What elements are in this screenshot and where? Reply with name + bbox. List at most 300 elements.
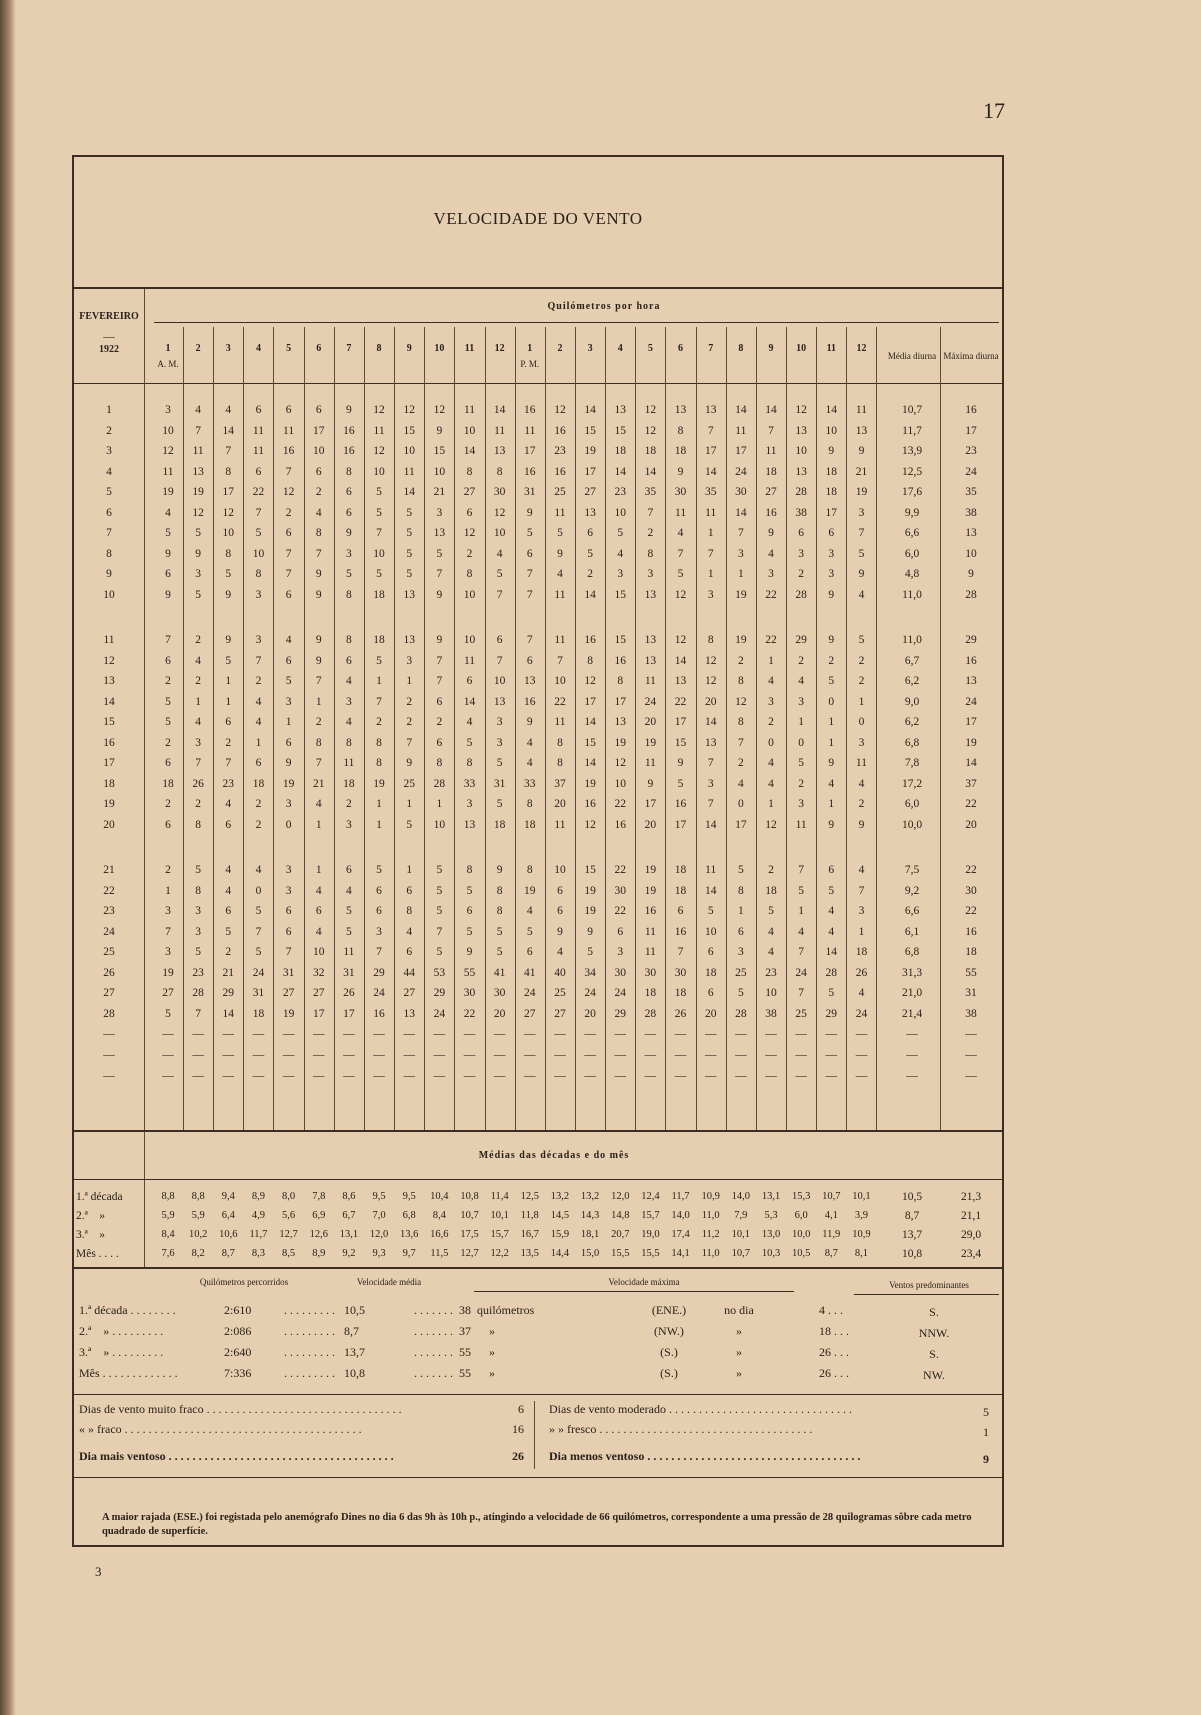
dash-cell: — <box>554 1028 566 1040</box>
value-cell: 8 <box>617 675 624 687</box>
value-cell: 9 <box>436 588 443 601</box>
value-cell: 4 <box>828 905 835 917</box>
dash-cell: — <box>524 1070 536 1082</box>
value-cell: 3 <box>858 736 865 749</box>
value-cell: 10 <box>373 547 385 560</box>
value-cell: 10 <box>313 445 325 457</box>
value-cell: 3 <box>165 404 171 416</box>
value-cell: 30 <box>614 966 626 979</box>
value-cell: 6 <box>737 925 744 938</box>
hour-header: 2 <box>195 343 201 354</box>
hour-header: 7 <box>346 343 352 354</box>
value-cell: 20 <box>493 1007 506 1020</box>
value-cell: 23 <box>614 486 626 498</box>
value-cell: 13 <box>614 404 626 416</box>
value-cell: 4 <box>255 864 262 876</box>
value-cell: 24 <box>644 695 657 708</box>
dash-cell: — <box>282 1070 295 1082</box>
value-cell: 4 <box>195 716 202 728</box>
value-cell: 32 <box>313 966 325 979</box>
dash-cell: — <box>614 1028 626 1040</box>
value-cell: 5 <box>406 527 413 539</box>
mean-cell: 6,6 <box>904 527 920 539</box>
value-cell: 19 <box>524 884 536 897</box>
dash-cell: — <box>192 1070 204 1082</box>
average-cell: 10,7 <box>822 1191 841 1202</box>
value-cell: 14 <box>584 757 596 769</box>
value-cell: 12 <box>584 818 596 831</box>
value-cell: 1 <box>285 716 292 728</box>
value-cell: 4 <box>195 404 202 416</box>
value-cell: 7 <box>376 695 382 708</box>
value-cell: 8 <box>557 736 563 749</box>
value-cell: 30 <box>674 966 687 979</box>
average-cell: 12,2 <box>490 1248 509 1259</box>
value-cell: 25 <box>403 777 415 790</box>
average-max: 29,0 <box>960 1229 982 1241</box>
value-cell: 12 <box>373 404 385 416</box>
value-cell: 4 <box>768 946 774 958</box>
value-cell: 27 <box>403 987 415 999</box>
value-cell: 29 <box>373 966 385 979</box>
value-cell: 5 <box>195 864 202 876</box>
value-cell: 7 <box>707 757 714 769</box>
value-cell: 24 <box>433 1007 446 1020</box>
summary-max: . . . . . . . 55 » <box>414 1345 495 1359</box>
value-cell: 24 <box>735 465 747 478</box>
average-cell: 14,5 <box>550 1210 570 1221</box>
value-cell: 11 <box>554 588 566 601</box>
value-cell: 9 <box>858 818 865 831</box>
value-cell: 12 <box>765 818 777 831</box>
dash-cell: — <box>403 1070 415 1082</box>
value-cell: 6 <box>828 864 835 876</box>
value-cell: 3 <box>737 946 744 958</box>
value-cell: 4 <box>315 884 322 897</box>
value-cell: 13 <box>403 588 415 601</box>
value-cell: 4 <box>346 716 352 728</box>
value-cell: 18 <box>493 818 506 831</box>
mean-cell: 11,0 <box>902 588 922 601</box>
average-cell: 11,9 <box>822 1229 841 1240</box>
summary-max: . . . . . . . 38 quilómetros <box>414 1303 535 1317</box>
value-cell: 12 <box>192 506 204 519</box>
average-cell: 10,9 <box>852 1229 871 1240</box>
value-cell: 12 <box>222 506 235 519</box>
value-cell: 16 <box>674 925 687 938</box>
average-cell: 14,8 <box>611 1210 630 1221</box>
value-cell: 5 <box>828 987 835 999</box>
value-cell: 12 <box>493 506 506 519</box>
value-cell: 7 <box>195 424 202 437</box>
value-cell: 8 <box>315 736 322 749</box>
month-label: FEVEREIRO <box>79 311 139 322</box>
value-cell: 0 <box>828 695 835 708</box>
value-cell: 14 <box>825 946 838 958</box>
value-cell: 9 <box>346 404 352 416</box>
mean-cell: 6,0 <box>904 798 920 810</box>
value-cell: 7 <box>496 654 503 667</box>
value-cell: 41 <box>493 966 506 979</box>
day-cell: 19 <box>103 798 115 810</box>
dash-cell: — <box>855 1028 868 1040</box>
average-cell: 16,6 <box>430 1229 449 1240</box>
value-cell: 13 <box>855 424 868 437</box>
value-cell: 8 <box>466 864 473 876</box>
value-cell: 5 <box>858 634 865 646</box>
value-cell: 5 <box>376 486 382 498</box>
value-cell: 1 <box>195 695 202 708</box>
value-cell: 5 <box>677 568 684 580</box>
value-cell: 27 <box>524 1007 536 1020</box>
value-cell: 17 <box>584 465 596 478</box>
day-cell: 2 <box>106 424 112 437</box>
value-cell: 9 <box>526 716 533 728</box>
value-cell: 18 <box>373 634 385 646</box>
value-cell: 10 <box>463 634 476 646</box>
value-cell: 14 <box>222 1007 235 1020</box>
dash-cell: — <box>373 1028 385 1040</box>
value-cell: 30 <box>735 486 747 498</box>
value-cell: 3 <box>195 925 202 938</box>
max-cell: 14 <box>965 757 977 769</box>
value-cell: 11 <box>252 445 264 457</box>
value-cell: 14 <box>704 465 717 478</box>
dash-cell: — <box>825 1028 838 1040</box>
max-cell: 23 <box>965 445 977 457</box>
value-cell: 13 <box>704 404 717 416</box>
dash-cell: — <box>103 1028 115 1040</box>
value-cell: 12 <box>554 404 566 416</box>
value-cell: 22 <box>674 695 687 708</box>
value-cell: 9 <box>768 527 774 539</box>
stat-mais: 26 <box>512 1449 524 1463</box>
dash-cell: — <box>644 1028 657 1040</box>
hour-header: 1 <box>165 343 171 354</box>
average-label: 2.ª » <box>76 1210 106 1222</box>
value-cell: 3 <box>798 547 805 560</box>
value-cell: 6 <box>677 905 684 917</box>
value-cell: 5 <box>466 884 473 897</box>
average-cell: 10,3 <box>761 1248 781 1259</box>
summary-max: . . . . . . . 37 » <box>414 1324 495 1338</box>
value-cell: 1 <box>828 736 835 749</box>
value-cell: 11 <box>554 506 566 519</box>
value-cell: 2 <box>406 716 413 728</box>
value-cell: 8 <box>587 654 593 667</box>
value-cell: 12 <box>644 424 657 437</box>
mean-cell: 6,7 <box>904 654 920 667</box>
mean-header: Média diurna <box>887 351 937 361</box>
value-cell: 11 <box>855 757 867 769</box>
value-cell: 19 <box>614 736 626 749</box>
dash-cell: — <box>765 1028 777 1040</box>
average-cell: 11,8 <box>520 1210 539 1221</box>
value-cell: 5 <box>165 695 171 708</box>
value-cell: 17 <box>674 818 687 831</box>
value-cell: 1 <box>315 818 322 831</box>
value-cell: 27 <box>765 486 777 498</box>
value-cell: 11 <box>705 506 717 519</box>
value-cell: 3 <box>346 547 352 560</box>
value-cell: 24 <box>614 987 626 999</box>
value-cell: 27 <box>554 1007 566 1020</box>
value-cell: 12 <box>644 404 657 416</box>
value-cell: 5 <box>677 777 684 790</box>
value-cell: 28 <box>644 1007 657 1020</box>
hour-header: 9 <box>768 343 774 354</box>
value-cell: 11 <box>403 465 415 478</box>
value-cell: 11 <box>554 716 566 728</box>
column-line <box>940 327 941 1130</box>
value-cell: 6 <box>526 654 533 667</box>
value-cell: 7 <box>285 547 292 560</box>
max-cell: 10 <box>965 547 977 560</box>
value-cell: 6 <box>315 404 322 416</box>
value-cell: 4 <box>768 777 774 790</box>
hour-header: 6 <box>316 343 322 354</box>
dash-cell: — <box>313 1028 325 1040</box>
day-cell: 22 <box>103 884 115 897</box>
dash-cell: — <box>192 1049 204 1061</box>
value-cell: 30 <box>463 987 476 999</box>
value-cell: 23 <box>192 966 204 979</box>
value-cell: 2 <box>165 736 171 749</box>
dash-cell: — <box>644 1070 657 1082</box>
value-cell: 17 <box>825 506 838 519</box>
value-cell: 14 <box>584 588 596 601</box>
value-cell: 10 <box>463 588 476 601</box>
value-cell: 18 <box>674 884 687 897</box>
average-cell: 14,1 <box>671 1248 690 1259</box>
value-cell: 2 <box>255 675 262 687</box>
summary-label: 3.ª » . . . . . . . . . <box>79 1345 164 1359</box>
hour-header: 10 <box>796 343 807 354</box>
value-cell: 18 <box>162 777 174 790</box>
average-cell: 5,3 <box>764 1210 778 1221</box>
value-cell: 1 <box>798 716 805 728</box>
value-cell: 4 <box>315 506 322 519</box>
value-cell: 2 <box>798 568 805 580</box>
dash-cell: — <box>704 1028 717 1040</box>
average-cell: 6,4 <box>221 1210 235 1221</box>
value-cell: 16 <box>674 798 687 810</box>
value-cell: 6 <box>165 757 171 769</box>
value-cell: 19 <box>162 966 174 979</box>
dash-cell: — <box>192 1028 204 1040</box>
max-cell: 28 <box>965 588 977 601</box>
value-cell: 3 <box>617 568 624 580</box>
value-cell: 13 <box>614 716 626 728</box>
value-cell: 30 <box>644 966 657 979</box>
value-cell: 19 <box>162 486 174 498</box>
year-dash: — <box>103 331 115 343</box>
value-cell: 1 <box>165 884 171 897</box>
value-cell: 11 <box>644 757 656 769</box>
value-cell: 6 <box>436 736 443 749</box>
average-cell: 20,7 <box>611 1229 630 1240</box>
value-cell: 8 <box>496 884 503 897</box>
value-cell: 2 <box>376 716 382 728</box>
value-cell: 11 <box>855 404 867 416</box>
value-cell: 2 <box>285 506 292 519</box>
value-cell: 8 <box>406 905 413 917</box>
summary-km: 2:086 <box>224 1324 252 1338</box>
day-cell: 27 <box>103 987 115 999</box>
value-cell: 13 <box>795 465 807 478</box>
dash-cell: — <box>674 1049 687 1061</box>
dash-cell: — <box>433 1028 446 1040</box>
value-cell: 5 <box>768 905 774 917</box>
value-cell: 11 <box>554 818 566 831</box>
value-cell: 4 <box>225 798 232 810</box>
dash-cell: — <box>795 1070 807 1082</box>
average-cell: 9,7 <box>402 1248 416 1259</box>
value-cell: 11 <box>373 424 385 437</box>
value-cell: 18 <box>373 588 385 601</box>
summary-label: 2.ª » . . . . . . . . . <box>79 1324 164 1338</box>
value-cell: 13 <box>493 445 506 457</box>
value-cell: 12 <box>704 654 717 667</box>
value-cell: 6 <box>285 588 292 601</box>
max-cell: 22 <box>965 798 977 810</box>
value-cell: 1 <box>436 798 443 810</box>
value-cell: 18 <box>704 966 717 979</box>
value-cell: 7 <box>798 864 805 876</box>
average-cell: 13,2 <box>580 1191 600 1202</box>
average-cell: 7,8 <box>312 1191 326 1202</box>
value-cell: 28 <box>192 987 204 999</box>
average-cell: 8,5 <box>282 1248 296 1259</box>
average-mean: 13,7 <box>901 1229 923 1241</box>
summary-vel: . . . . . . . . . 10,5 <box>284 1303 365 1317</box>
summary-day-label: no dia <box>724 1303 754 1317</box>
average-cell: 12,0 <box>611 1191 630 1202</box>
average-cell: 6,8 <box>402 1210 416 1221</box>
value-cell: 5 <box>225 925 232 938</box>
value-cell: 4 <box>526 757 533 769</box>
average-cell: 10,0 <box>791 1229 811 1240</box>
value-cell: 33 <box>463 777 476 790</box>
dash-cell: — <box>373 1049 385 1061</box>
value-cell: 9 <box>858 568 865 580</box>
value-cell: 16 <box>584 798 596 810</box>
mean-cell: 6,8 <box>904 946 920 958</box>
value-cell: 22 <box>554 695 566 708</box>
value-cell: 11 <box>463 654 476 667</box>
value-cell: 26 <box>674 1007 687 1020</box>
am-label: A. M. <box>157 359 179 369</box>
value-cell: 5 <box>858 547 865 560</box>
average-cell: 17,4 <box>671 1229 690 1240</box>
value-cell: 29 <box>222 987 235 999</box>
value-cell: 4 <box>557 946 563 958</box>
stat-moderado: 5 <box>983 1405 989 1419</box>
average-cell: 9,2 <box>342 1248 356 1259</box>
value-cell: 13 <box>493 695 506 708</box>
value-cell: 6 <box>376 884 382 897</box>
value-cell: 13 <box>403 634 415 646</box>
mean-cell: 13,9 <box>901 445 923 457</box>
value-cell: 5 <box>436 864 443 876</box>
value-cell: 9 <box>557 925 563 938</box>
dash-cell: — <box>403 1049 415 1061</box>
hour-header: 8 <box>376 343 382 354</box>
value-cell: 12 <box>282 486 295 498</box>
dash-cell: — <box>614 1070 626 1082</box>
value-cell: 1 <box>737 568 744 580</box>
value-cell: 9 <box>225 634 232 646</box>
value-cell: 10 <box>433 818 446 831</box>
value-cell: 16 <box>343 424 355 437</box>
value-cell: 20 <box>704 1007 717 1020</box>
dash-cell: — <box>795 1028 807 1040</box>
summary-wind: S. <box>929 1347 939 1361</box>
value-cell: 12 <box>704 675 717 687</box>
hour-header: 4 <box>617 343 623 354</box>
summary-dir: (S.) <box>660 1366 678 1380</box>
dash-cell: — <box>463 1028 476 1040</box>
value-cell: 3 <box>436 506 443 519</box>
stat-moderado-label: Dias de vento moderado . . . . . . . . . . . . . . . . . . . . . . . . . . . . . . . <box>549 1402 852 1416</box>
value-cell: 19 <box>644 884 657 897</box>
dash-cell: — <box>433 1049 446 1061</box>
summary-label: Mês . . . . . . . . . . . . . <box>79 1366 178 1380</box>
value-cell: 14 <box>463 445 476 457</box>
hour-header: 11 <box>464 343 475 354</box>
averages-top <box>74 1179 1002 1180</box>
value-cell: 5 <box>557 527 563 539</box>
dash-cell: — <box>765 1070 777 1082</box>
value-cell: 2 <box>165 798 171 810</box>
value-cell: 5 <box>617 527 624 539</box>
value-cell: 2 <box>165 675 171 687</box>
average-cell: 5,6 <box>282 1210 296 1221</box>
value-cell: 4 <box>255 716 262 728</box>
summary-km: 2:640 <box>224 1345 252 1359</box>
averages-bottom <box>74 1267 1002 1269</box>
stat-fresco-label: » » fresco . . . . . . . . . . . . . . . . . . . . . . . . . . . . . . . . . . . . <box>549 1422 813 1436</box>
value-cell: 10 <box>554 864 566 876</box>
value-cell: 5 <box>496 946 503 958</box>
average-cell: 12,0 <box>369 1229 389 1240</box>
dash-cell: — <box>493 1028 506 1040</box>
value-cell: 1 <box>406 675 413 687</box>
value-cell: 14 <box>614 465 626 478</box>
value-cell: 18 <box>252 1007 265 1020</box>
value-cell: 7 <box>707 424 714 437</box>
summary-dir: (NW.) <box>654 1324 684 1338</box>
dash-cell: — <box>825 1049 838 1061</box>
footnote-divider <box>74 1477 1002 1478</box>
average-cell: 11,7 <box>249 1229 268 1240</box>
value-cell: 1 <box>315 695 322 708</box>
value-cell: 19 <box>584 445 596 457</box>
average-cell: 8,9 <box>312 1248 326 1259</box>
day-cell: 26 <box>103 966 115 979</box>
value-cell: 7 <box>436 925 443 938</box>
average-cell: 11,2 <box>701 1229 720 1240</box>
value-cell: 24 <box>524 987 536 999</box>
footnote: A maior rajada (ESE.) foi registada pelo anemógrafo Dines no dia 6 das 9h às 10h p., atingindo a velocidade de 66 quilómetros, correspondente a uma pressão de 28 quilogramas sôbre cada metro quadrado de superfície. <box>102 1512 972 1537</box>
max-cell: 16 <box>965 654 977 667</box>
value-cell: 6 <box>285 527 292 539</box>
value-cell: 2 <box>737 757 744 769</box>
value-cell: 11 <box>283 424 295 437</box>
value-cell: 4 <box>768 675 774 687</box>
value-cell: 7 <box>376 527 382 539</box>
value-cell: 2 <box>255 818 262 831</box>
